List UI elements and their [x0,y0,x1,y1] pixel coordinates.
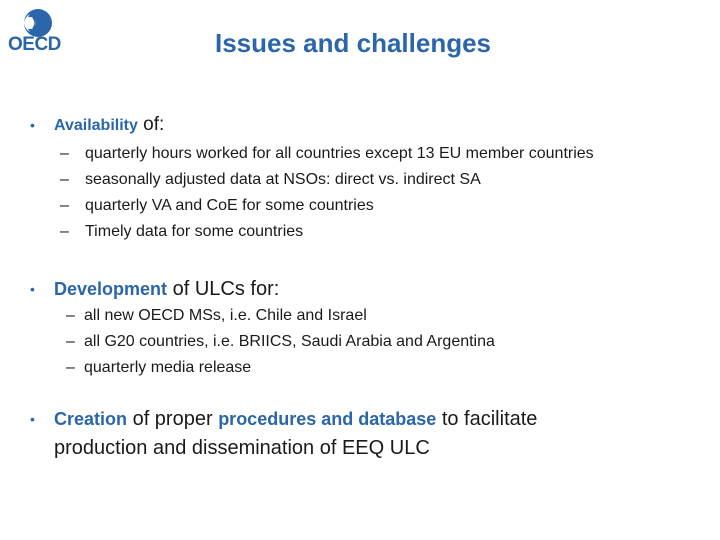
bullet-highlight: Availability [54,117,138,134]
dash-marker: – [66,359,75,376]
list-item [66,329,700,355]
list-item [60,219,700,245]
bullet-availability [30,112,700,245]
bullet-text-2: to facilitate [436,408,538,430]
bullet-development [30,276,700,381]
list-item [60,167,700,193]
bullet-highlight: Development [54,279,168,299]
dash-marker: – [60,171,69,188]
dash-marker: – [60,197,69,214]
bullet-highlight-2: procedures and database [218,409,437,429]
list-item-text: all new OECD MSs, i.e. Chile and Israel [84,307,367,324]
dash-marker: – [66,307,75,324]
list-item-text: quarterly VA and CoE for some countries [85,197,374,214]
list-item-text: quarterly media release [84,359,252,376]
dash-marker: – [66,333,75,350]
sub-list-availability [60,141,700,245]
bullet-creation [30,405,700,463]
bullet-text: of ULCs for: [167,278,280,300]
dash-marker: – [60,223,69,240]
bullet-marker: • [30,117,35,133]
bullet-marker: • [30,281,35,297]
list-item [66,303,700,329]
bullet-text: of proper [127,408,219,430]
list-item-text: all G20 countries, i.e. BRIICS, Saudi Arabia and Argentina [84,333,495,350]
oecd-logo-text: OECD [8,34,61,55]
list-item-text: seasonally adjusted data at NSOs: direct vs. indirect SA [85,171,481,188]
bullet-text: of: [137,114,165,135]
bullet-highlight: Creation [54,409,128,429]
sub-list-development [66,303,700,381]
list-item [60,141,700,167]
list-item-text: quarterly hours worked for all countries except 13 EU member countries [85,145,594,162]
list-item [60,193,700,219]
page-title: Issues and challenges [215,28,492,58]
list-item [66,355,700,381]
list-item-text: Timely data for some countries [85,223,304,240]
bullet-text-3: production and dissemination of EEQ ULC [54,437,430,459]
dash-marker: – [60,145,69,162]
bullet-marker: • [30,411,35,427]
